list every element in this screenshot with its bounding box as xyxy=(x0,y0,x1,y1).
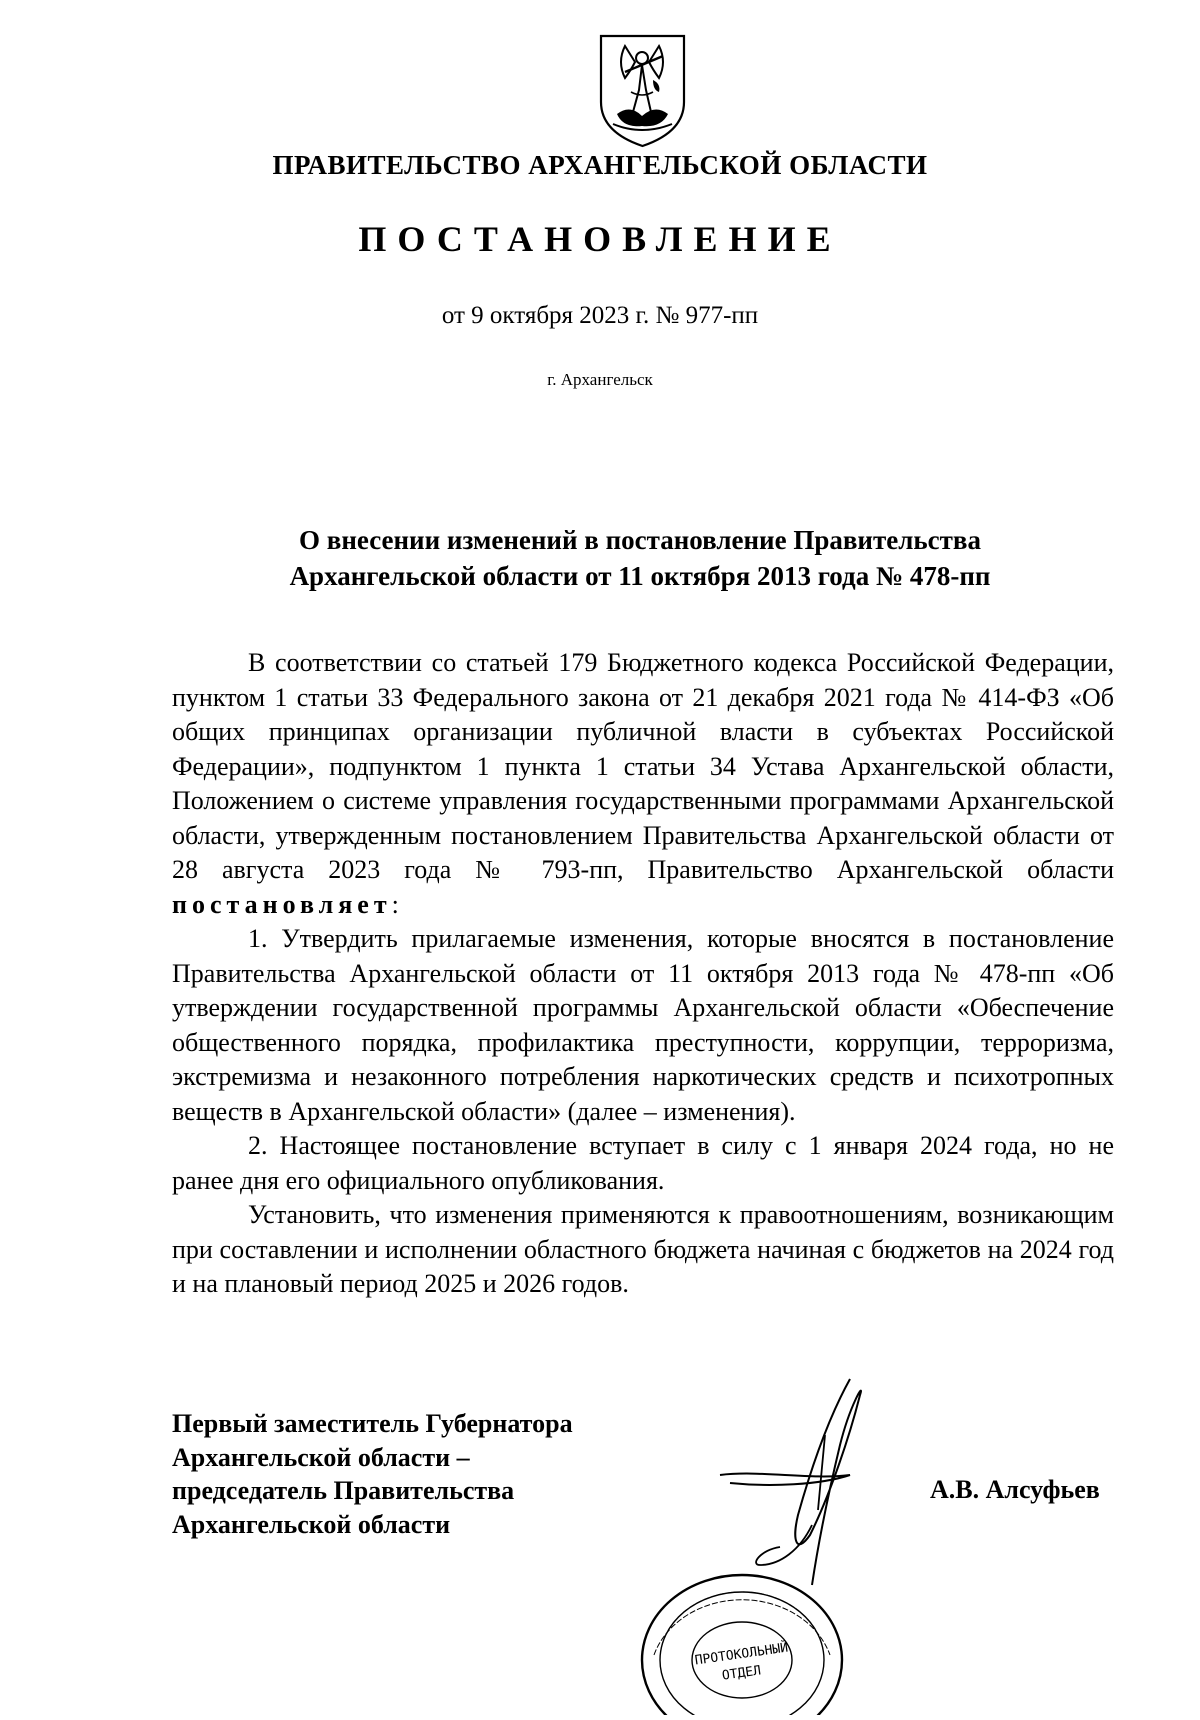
item-1-paragraph: 1. Утвердить прилагаемые изменения, которые вносятся в постановление Правительства Архангельской области от 11 октября 2013 года № 478-пп «Об утверждении государственной программы Архангельской области «Обеспечение общественного порядка, профилактика преступности, коррупции, терроризма, экстремизма и незаконного потребления наркотических средств и психотропных веществ в Архангельской области» (далее – изменения). xyxy=(172,924,1114,1126)
subject-line-1: О внесении изменений в постановление Правительства xyxy=(299,525,981,555)
stamp-center-line-2: ОТДЕЛ xyxy=(721,1663,762,1684)
decree-suffix: : xyxy=(391,889,399,919)
document-city: г. Архангельск xyxy=(547,370,653,389)
document-body xyxy=(172,646,1114,1302)
signer-position-line-4: Архангельской области xyxy=(172,1509,451,1539)
signer-position-line-1: Первый заместитель Губернатора xyxy=(172,1409,573,1438)
decree-word: постановляет xyxy=(172,889,392,919)
preamble-text: В соответствии со статьей 179 Бюджетного кодекса Российской Федерации, пунктом 1 статьи 33 Федерального закона от 21 декабря 2021 года № 414-ФЗ «Об общих принципах организации публичной власти в субъектах Российской Федерации», подпунктом 1 пункта 1 статьи 34 Устава Архангельской области, Положением о системе управления государственными программами Архангельской области, утвержденным постановлением Правительства Архангельской области от 28 августа 2023 года № 793-пп, Правительство Архангельской области xyxy=(172,648,1114,884)
document-date-number: от 9 октября 2023 г. № 977-пп xyxy=(441,302,759,329)
coat-of-arms-icon xyxy=(595,32,690,150)
government-title: ПРАВИТЕЛЬСТВО АРХАНГЕЛЬСКОЙ ОБЛАСТИ xyxy=(272,150,928,180)
preamble-paragraph xyxy=(172,646,1114,922)
signer-name: А.В. Алсуфьев xyxy=(930,1475,1100,1504)
round-seal-stamp xyxy=(632,1555,852,1715)
stamp-center-line-1: ПРОТОКОЛЬНЫЙ xyxy=(693,1640,790,1669)
subject-line-2: Архангельской области от 11 октября 2013 года № 478-пп xyxy=(289,561,991,591)
document-subject xyxy=(170,522,1110,594)
signer-position-line-2: Архангельской области – xyxy=(172,1442,470,1472)
item-2-paragraph: 2. Настоящее постановление вступает в силу с 1 января 2024 года, но не ранее дня его официального опубликования. xyxy=(172,1131,1114,1195)
signer-position xyxy=(172,1407,573,1541)
item-2-extra-paragraph: Установить, что изменения применяются к правоотношениям, возникающим при составлении и исполнении областного бюджета начиная с бюджетов на 2024 год и на плановый период 2025 и 2026 годов. xyxy=(172,1200,1114,1298)
signer-position-line-3: председатель Правительства xyxy=(172,1476,515,1505)
document-type: ПОСТАНОВЛЕНИЕ xyxy=(358,219,842,259)
